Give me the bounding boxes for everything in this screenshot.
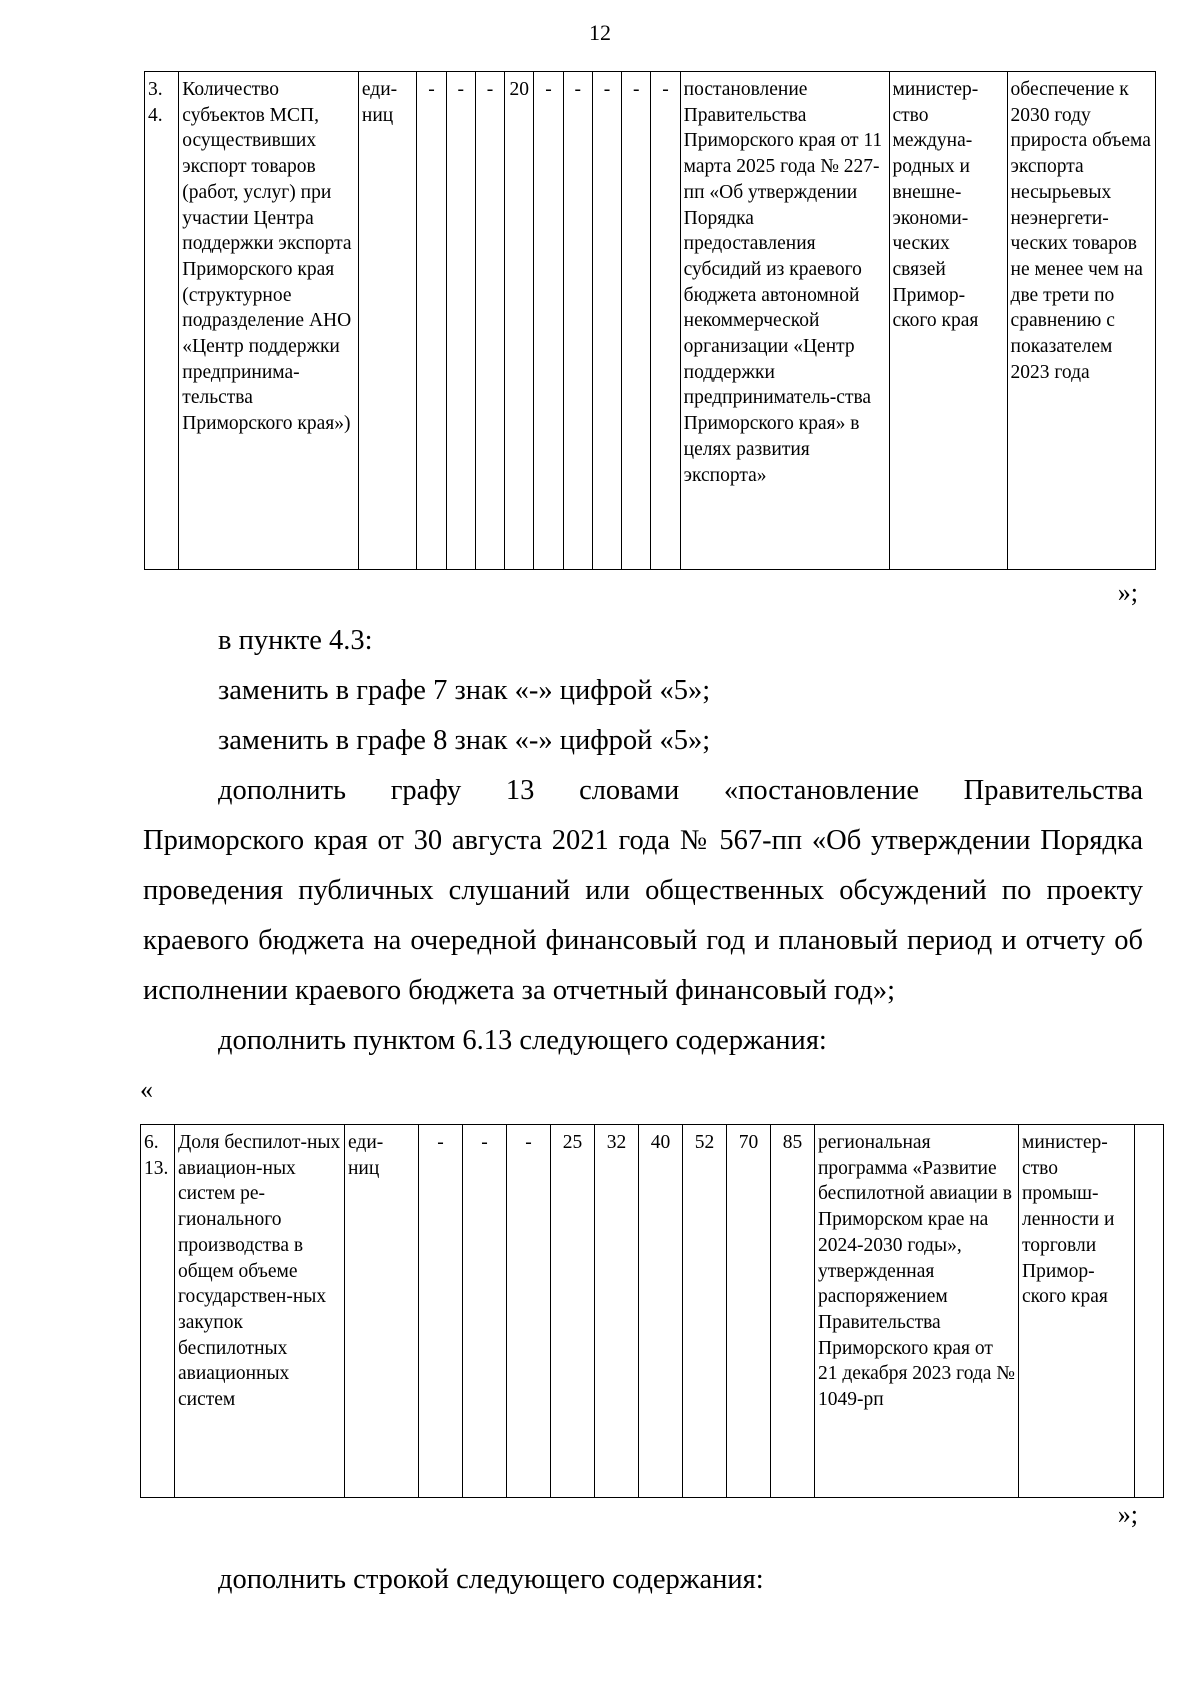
value-cell: 20	[505, 72, 534, 570]
page-number: 12	[589, 20, 611, 45]
closing-quote: »;	[1117, 1500, 1138, 1529]
indicator-name: Доля беспилот-ных авиацион-ных систем ре-гионального производства в общем объеме государствен-ных закупок беспилотных авиационных систем	[175, 1125, 345, 1498]
row-number: 3. 4.	[145, 72, 179, 570]
value-cell: -	[417, 72, 446, 570]
table-row	[141, 1125, 1164, 1498]
instruction-paragraph: дополнить строкой следующего содержания:	[218, 1564, 764, 1595]
legal-basis-cell: постановление Правительства Приморского края от 11 марта 2025 года № 227-пп «Об утверждении Порядка предоставления субсидий из краевого бюджета автономной некоммерческой организации «Центр поддержки предприниматель-ства Приморского края» в целях развития экспорта»	[680, 72, 889, 570]
value-cell: 52	[683, 1125, 727, 1498]
value-cell: 85	[771, 1125, 815, 1498]
responsible-cell: министер-ство междуна-родных и внешне-экономи-ческих связей Примор-ского края	[889, 72, 1007, 570]
value-cell: 40	[639, 1125, 683, 1498]
instruction-paragraph: дополнить пунктом 6.13 следующего содержания:	[218, 1025, 827, 1056]
responsible-cell: министер-ство промыш-ленности и торговли Примор-ского края	[1019, 1125, 1135, 1498]
instruction-paragraph: заменить в графе 8 знак «-» цифрой «5»;	[218, 725, 711, 756]
unit-cell: еди- ниц	[345, 1125, 419, 1498]
indicator-table-3-4	[144, 71, 1156, 570]
value-cell: -	[592, 72, 621, 570]
instruction-paragraph: заменить в графе 7 знак «-» цифрой «5»;	[218, 675, 711, 706]
indicator-name: Количество субъектов МСП, осуществивших экспорт товаров (работ, услуг) при участии Центра поддержки экспорта Приморского края (структурное подразделение АНО «Центр поддержки предпринима-тельства Приморского края»)	[179, 72, 359, 570]
instruction-paragraph: в пункте 4.3:	[218, 625, 373, 656]
indicator-table-6-13	[140, 1124, 1164, 1498]
instruction-paragraph: дополнить графу 13 словами «постановление Правительства	[218, 775, 1143, 806]
table-row	[145, 72, 1156, 570]
instruction-paragraph: Приморского края от 30 августа 2021 года № 567-пп «Об утверждении Порядка проведения публичных слушаний или общественных обсуждений по проекту краевого бюджета на очередной финансовый год и плановый период и отчету об исполнении краевого бюджета за отчетный финансовый год»;	[143, 825, 1143, 1006]
value-cell: 25	[551, 1125, 595, 1498]
result-cell: обеспечение к 2030 году прироста объема экспорта несырьевых неэнергети-ческих товаров не менее чем на две трети по сравнению с показателем 2023 года	[1007, 72, 1155, 570]
value-cell: -	[563, 72, 592, 570]
value-cell: 32	[595, 1125, 639, 1498]
value-cell: -	[651, 72, 680, 570]
value-cell: -	[622, 72, 651, 570]
closing-quote: »;	[1117, 578, 1138, 607]
value-cell: 70	[727, 1125, 771, 1498]
result-cell	[1135, 1125, 1164, 1498]
value-cell: -	[475, 72, 504, 570]
value-cell: -	[507, 1125, 551, 1498]
value-cell: -	[419, 1125, 463, 1498]
opening-quote: «	[140, 1075, 153, 1104]
unit-cell: еди- ниц	[358, 72, 417, 570]
value-cell: -	[534, 72, 563, 570]
value-cell: -	[463, 1125, 507, 1498]
value-cell: -	[446, 72, 475, 570]
row-number: 6. 13.	[141, 1125, 175, 1498]
legal-basis-cell: региональная программа «Развитие беспилотной авиации в Приморском крае на 2024-2030 годы», утвержденная распоряжением Правительства Приморского края от 21 декабря 2023 года № 1049-рп	[815, 1125, 1019, 1498]
